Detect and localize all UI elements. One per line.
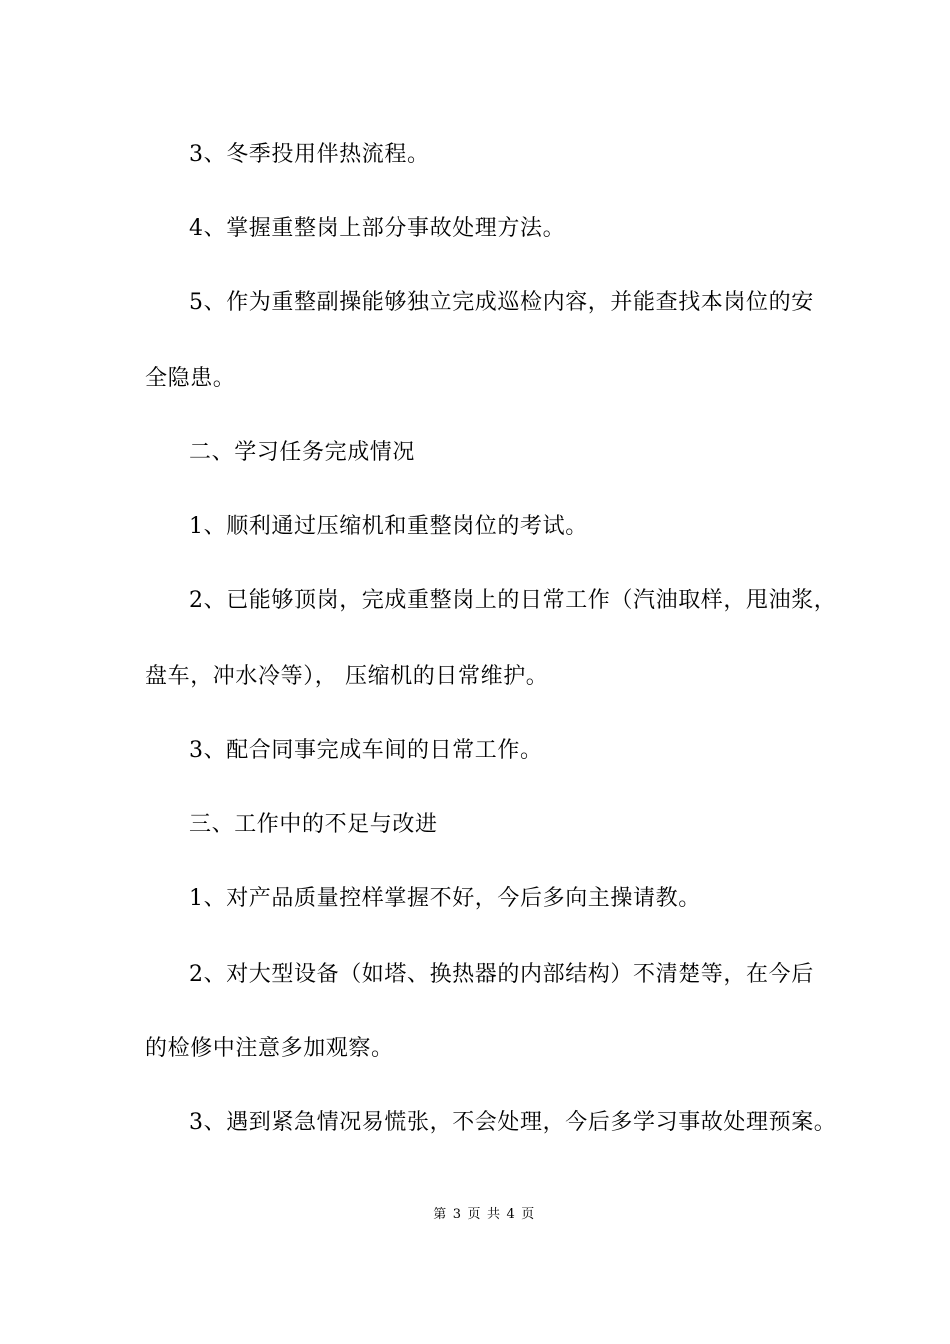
footer-mid2: 共: [487, 1207, 501, 1222]
list-item-equipment-line1: 2、对大型设备（如塔、换热器的内部结构）不清楚等，在今后: [189, 962, 814, 987]
list-item-daily-work-line2: 盘车，冲水冷等）， 压缩机的日常维护。: [145, 664, 549, 689]
list-item-quality-control: 1、对产品质量控样掌握不好，今后多向主操请教。: [189, 886, 701, 911]
current-page-number: 3: [452, 1207, 462, 1222]
section-heading-learning-tasks: 二、学习任务完成情况: [189, 440, 416, 465]
list-item-daily-work-line1: 2、已能够顶岗，完成重整岗上的日常工作（汽油取样，甩油浆，: [189, 588, 837, 613]
footer-mid1: 页: [467, 1207, 481, 1222]
list-item-cooperate: 3、配合同事完成车间的日常工作。: [189, 738, 543, 763]
list-item-equipment-line2: 的检修中注意多加观察。: [145, 1036, 394, 1061]
list-item-inspection-line1: 5、作为重整副操能够独立完成巡检内容，并能查找本岗位的安: [189, 290, 814, 315]
list-item-winter-heat-tracing: 3、冬季投用伴热流程。: [189, 142, 430, 167]
list-item-emergency: 3、遇到紧急情况易慌张，不会处理，今后多学习事故处理预案。: [189, 1110, 837, 1135]
list-item-accident-handling: 4、掌握重整岗上部分事故处理方法。: [189, 216, 566, 241]
list-item-inspection-line2: 全隐患。: [145, 366, 236, 391]
page-number-footer: [0, 1206, 950, 1224]
section-heading-shortcomings: 三、工作中的不足与改进: [189, 812, 438, 837]
total-page-number: 4: [506, 1207, 516, 1222]
footer-prefix: 第: [433, 1207, 447, 1222]
list-item-exam-passed: 1、顺利通过压缩机和重整岗位的考试。: [189, 514, 588, 539]
footer-suffix: 页: [521, 1207, 535, 1222]
